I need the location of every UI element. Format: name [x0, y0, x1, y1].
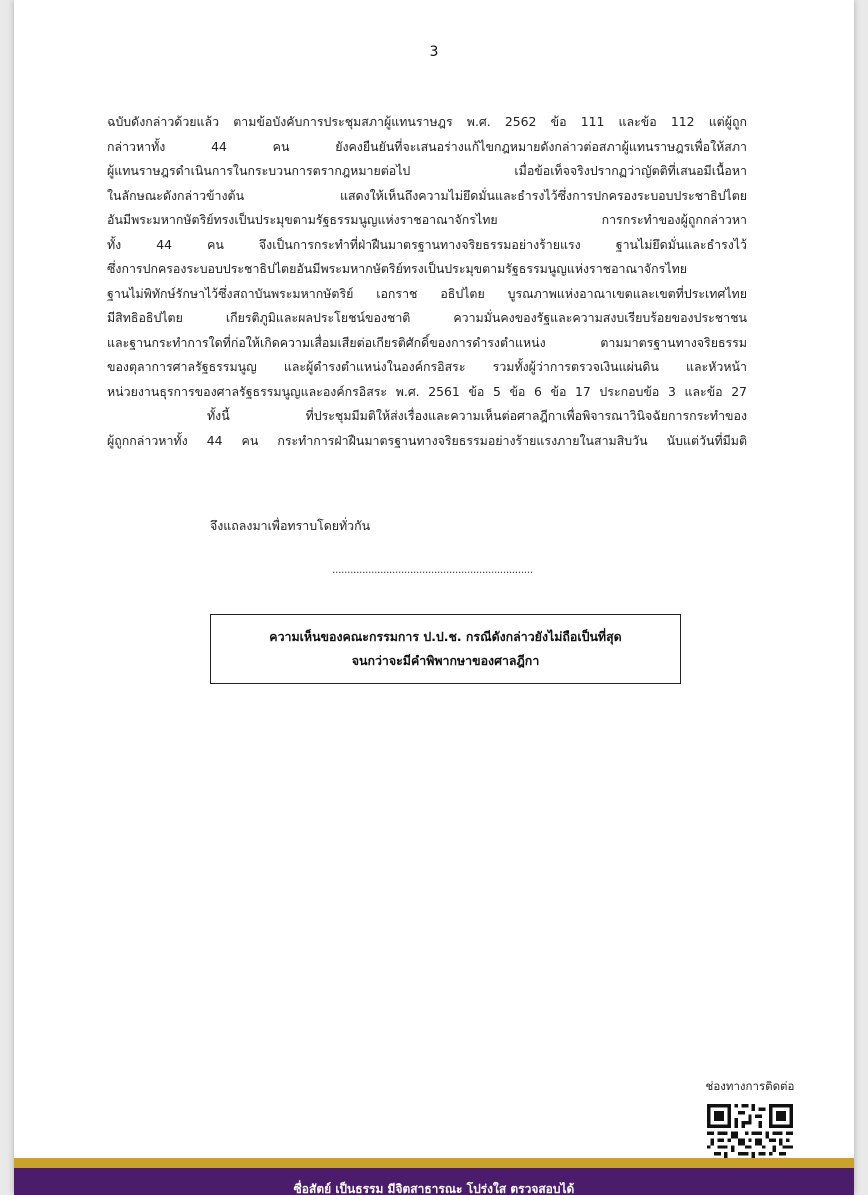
dotted-separator: ...................................................................	[332, 563, 533, 576]
paragraph-line: อันมีพระมหากษัตริย์ทรงเป็นประมุขตามรัฐธรรมนูญแห่งราชอาณาจักรไทย การกระทำของผู้ถูกกล่าวหา	[107, 212, 747, 227]
paragraph-line: ซึ่งการปกครองระบอบประชาธิปไตยอันมีพระมหากษัตริย์ทรงเป็นประมุขตามรัฐธรรมนูญแห่งราชอาณาจักรไทย	[107, 261, 687, 276]
paragraph-line: และฐานกระทำการใดที่ก่อให้เกิดความเสื่อมเสียต่อเกียรติศักดิ์ของการดำรงตำแหน่ง ตามมาตรฐานทางจริยธรรม	[107, 334, 747, 350]
contact-label: ช่องทางการติดต่อ	[705, 1079, 795, 1093]
paragraph-line: กล่าวหาทั้ง 44 คน ยังคงยืนยันที่จะเสนอร่างแก้ไขกฎหมายดังกล่าวต่อสภาผู้แทนราษฎรเพื่อให้สภา	[107, 138, 747, 154]
paragraph-line: ของตุลาการศาลรัฐธรรมนูญ และผู้ดำรงตำแหน่งในองค์กรอิสระ รวมทั้งผู้ว่าการตรวจเงินแผ่นดิน และหัวหน้า	[107, 359, 747, 374]
document-page	[14, 0, 854, 1195]
paragraph-line: ทั้งนี้ ที่ประชุมมีมติให้ส่งเรื่องและความเห็นต่อศาลฎีกาเพื่อพิจารณาวินิจฉัยการกระทำของ	[207, 408, 747, 423]
body-paragraph	[107, 110, 747, 453]
paragraph-line: ผู้ถูกกล่าวหาทั้ง 44 คน กระทำการฝ่าฝืนมาตรฐานทางจริยธรรมอย่างร้ายแรงภายในสามสิบวัน นับแต่วันที่มีมติ	[107, 432, 747, 448]
notice-line-1: ความเห็นของคณะกรรมการ ป.ป.ช. กรณีดังกล่าวยังไม่ถือเป็นที่สุด	[269, 629, 622, 644]
footer-slogan: ซื่อสัตย์ เป็นธรรม มีจิตสาธารณะ โปร่งใส ตรวจสอบได้	[293, 1182, 575, 1195]
notice-line-2: จนกว่าจะมีคำพิพากษาของศาลฎีกา	[351, 653, 540, 668]
paragraph-line: มีสิทธิอธิปไตย เกียรติภูมิและผลประโยชน์ของชาติ ความมั่นคงของรัฐและความสงบเรียบร้อยของประชาชน	[107, 310, 747, 325]
paragraph-line: ผู้แทนราษฎรดำเนินการในกระบวนการตรากฎหมายต่อไป เมื่อข้อเท็จจริงปรากฏว่าญัตติที่เสนอมีเนื้อหา	[107, 163, 747, 178]
paragraph-line: ฉบับดังกล่าวด้วยแล้ว ตามข้อบังคับการประชุมสภาผู้แทนราษฎร พ.ศ. 2562 ข้อ 111 และข้อ 112 แต่ผู้ถูก	[107, 114, 747, 129]
page-number: 3	[429, 44, 439, 60]
notice-box	[210, 614, 681, 684]
footer-accent-stripe	[14, 1158, 854, 1168]
closing-statement: จึงแถลงมาเพื่อทราบโดยทั่วกัน	[210, 518, 371, 533]
paragraph-line: ในลักษณะดังกล่าวข้างต้น แสดงให้เห็นถึงความไม่ยึดมั่นและธำรงไว้ซึ่งการปกครองระบอบประชาธิปไตย	[107, 187, 747, 203]
paragraph-line: ฐานไม่พิทักษ์รักษาไว้ซึ่งสถาบันพระมหากษัตริย์ เอกราช อธิปไตย บูรณภาพแห่งอาณาเขตและเขตที่ประเทศไทย	[107, 285, 747, 301]
paragraph-line: ทั้ง 44 คน จึงเป็นการกระทำที่ฝ่าฝืนมาตรฐานทางจริยธรรมอย่างร้ายแรง ฐานไม่ยึดมั่นและธำรงไว้	[107, 236, 747, 252]
paragraph-line: หน่วยงานธุรการของศาลรัฐธรรมนูญและองค์กรอิสระ พ.ศ. 2561 ข้อ 5 ข้อ 6 ข้อ 17 ประกอบข้อ 3 และข้อ 27	[107, 383, 747, 399]
